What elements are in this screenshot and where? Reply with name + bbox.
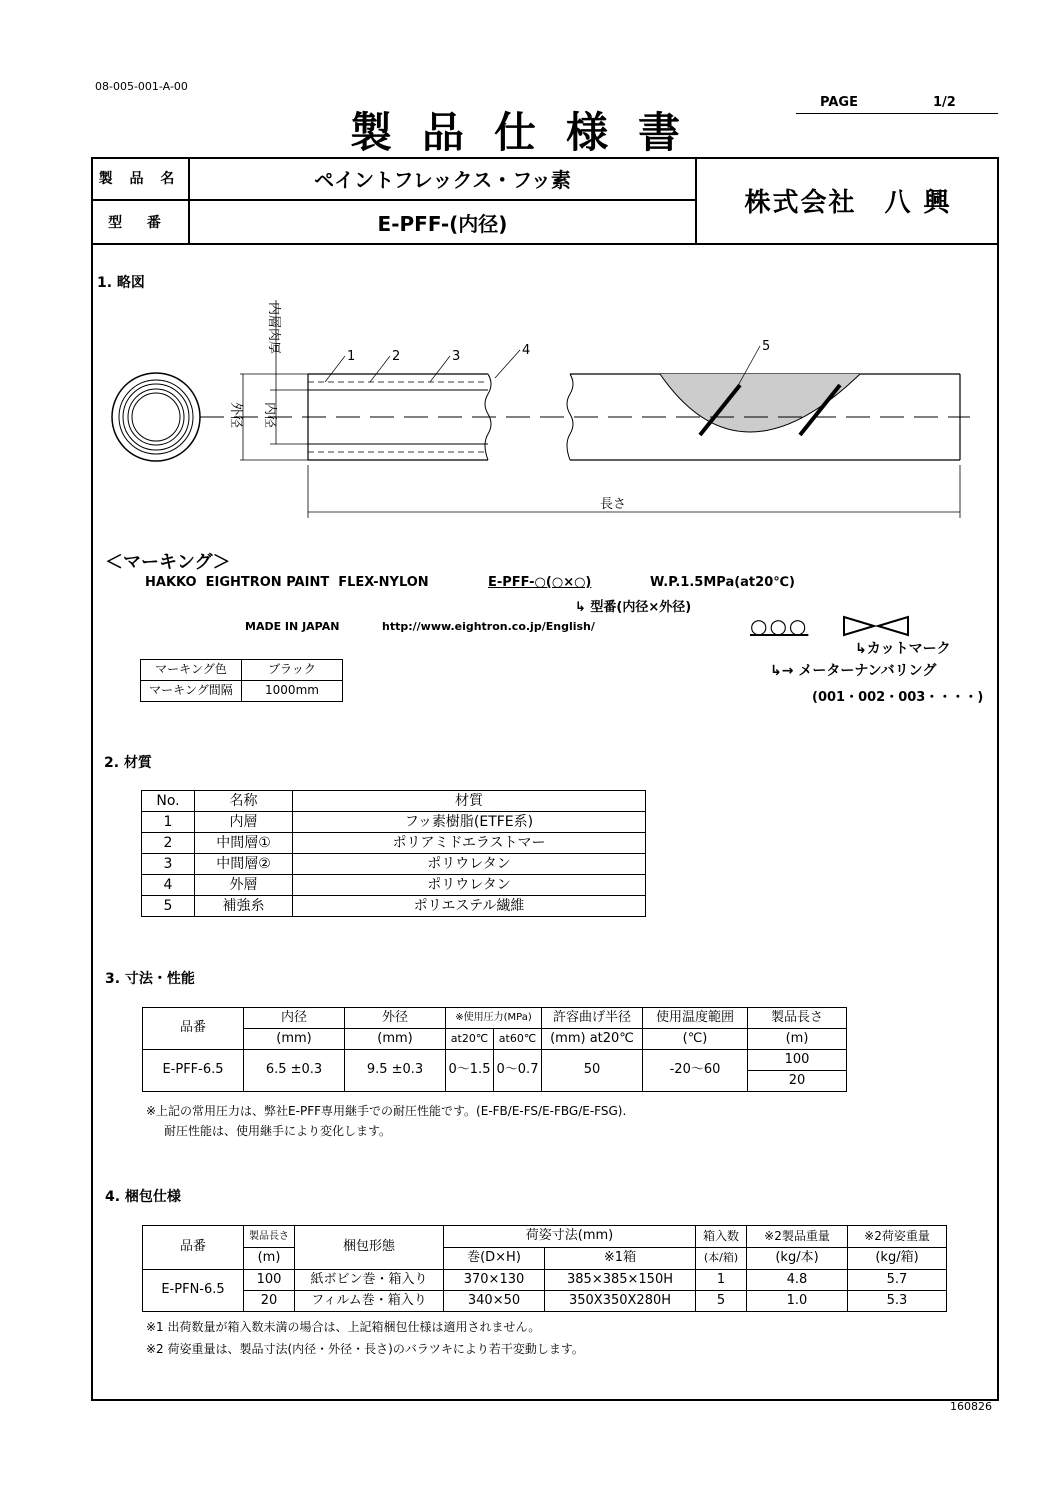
table-row: 1 内層 フッ素樹脂(ETFE系) xyxy=(142,812,646,833)
model-label: 型 番 xyxy=(91,201,190,243)
outer-dia-label: 外径 xyxy=(228,402,243,429)
arrow-icon: ↳ xyxy=(855,641,867,657)
marking-wp: W.P.1.5MPa(at20℃) xyxy=(650,575,795,590)
table-row: E-PFN-6.5 100 紙ボビン巻・箱入り 370×130 385×385×150H 1 4.8 5.7 xyxy=(143,1270,947,1291)
cut-mark-label: ↳カットマーク xyxy=(855,641,951,657)
materials-table xyxy=(141,790,646,917)
packing-table xyxy=(142,1225,947,1312)
marking-text: HAKKO EIGHTRON PAINT FLEX-NYLON xyxy=(145,575,429,590)
table-row: マーキング間隔 1000mm xyxy=(141,681,343,702)
section3-note2: 耐圧性能は、使用継手により変化します。 xyxy=(164,1124,392,1138)
marking-code-note: ↳ 型番(内径×外径) xyxy=(575,600,692,615)
marking-title: ＜マーキング＞ xyxy=(105,552,231,573)
section4-note1: ※1 出荷数量が箱入数未満の場合は、上記箱梱包仕様は適用されません。 xyxy=(146,1320,541,1334)
dimensions-table xyxy=(142,1007,847,1092)
table-header-row: No. 名称 材質 xyxy=(142,791,646,812)
company-name: 株式会社 八 興 xyxy=(695,157,999,243)
table-row: マーキング色 ブラック xyxy=(141,660,343,681)
section3-note1: ※上記の常用圧力は、弊社E-PFF専用継手での耐圧性能です。(E-FB/E-FS/E-FBG/E-FSG). xyxy=(146,1104,627,1118)
section4-title: 4. 梱包仕様 xyxy=(105,1189,181,1205)
header-block xyxy=(91,157,997,245)
numbering-label: ↳→ メーターナンバリング xyxy=(770,663,937,679)
table-row: 2 中間層① ポリアミドエラストマー xyxy=(142,833,646,854)
section1-title: 1. 略図 xyxy=(97,275,145,291)
table-header-row: 品番 製品長さ 梱包形態 荷姿寸法(mm) 箱入数 ※2製品重量 ※2荷姿重量 xyxy=(143,1226,947,1248)
made-in-text: MADE IN JAPAN xyxy=(245,620,340,633)
table-header-row: (m) 巻(D×H) ※1箱 (本/箱) (kg/本) (kg/箱) xyxy=(143,1248,947,1270)
page-label: PAGE xyxy=(820,95,858,110)
product-name: ペイントフレックス・フッ素 xyxy=(190,157,695,201)
section3-title: 3. 寸法・性能 xyxy=(105,971,195,987)
document-code: 08-005-001-A-00 xyxy=(95,80,188,93)
table-row: 20 フィルム巻・箱入り 340×50 350X350X280H 5 1.0 5.3 xyxy=(143,1291,947,1312)
arrow-icon: ↳ xyxy=(575,600,591,615)
model-number: E-PFF-(内径) xyxy=(377,211,508,236)
numbering-example: (001・002・003・・・・) xyxy=(812,690,984,705)
callout-2: 2 xyxy=(392,349,401,364)
callout-3: 3 xyxy=(452,349,461,364)
marking-table xyxy=(140,659,343,702)
table-row: 4 外層 ポリウレタン xyxy=(142,875,646,896)
table-header-row: (mm) (mm) at20℃ at60℃ (mm) at20℃ (℃) (m) xyxy=(143,1029,847,1050)
numbering-symbol: ○○○ xyxy=(750,614,809,638)
hose-drawing xyxy=(100,290,980,530)
table-row: 5 補強糸 ポリエステル繊維 xyxy=(142,896,646,917)
hose-cross-section xyxy=(112,373,200,461)
product-name-label: 製 品 名 xyxy=(91,157,190,201)
arrow-icon: ↳→ xyxy=(770,663,799,679)
page-title: 製品仕様書 xyxy=(349,108,710,157)
cut-mark-icon xyxy=(840,615,912,637)
section2-title: 2. 材質 xyxy=(104,755,152,771)
table-row: 3 中間層② ポリウレタン xyxy=(142,854,646,875)
table-header-row: 品番 内径 外径 ※使用圧力(MPa) 許容曲げ半径 使用温度範囲 製品長さ xyxy=(143,1008,847,1029)
inner-dia-label: 内径 xyxy=(262,402,277,429)
page-number: 1/2 xyxy=(933,95,956,110)
table-row: E-PFF-6.5 6.5 ±0.3 9.5 ±0.3 0～1.5 0～0.7 50 -20～60 100 xyxy=(143,1050,847,1071)
footer-code: 160826 xyxy=(950,1400,992,1413)
length-label: 長さ xyxy=(600,497,627,512)
section4-note2: ※2 荷姿重量は、製品寸法(内径・外径・長さ)のバラツキにより若干変動します。 xyxy=(146,1342,584,1356)
marking-code: E-PFF-○(○×○) xyxy=(488,575,592,590)
page-underline xyxy=(796,113,998,114)
callout-5: 5 xyxy=(762,339,771,354)
table-row: 20 xyxy=(143,1071,847,1092)
callout-1: 1 xyxy=(347,349,356,364)
url-text: http://www.eightron.co.jp/English/ xyxy=(382,620,595,633)
callout-4: 4 xyxy=(522,343,531,358)
hose-side-view xyxy=(200,374,970,460)
inner-thickness-label: 内層肉厚 xyxy=(266,302,281,355)
